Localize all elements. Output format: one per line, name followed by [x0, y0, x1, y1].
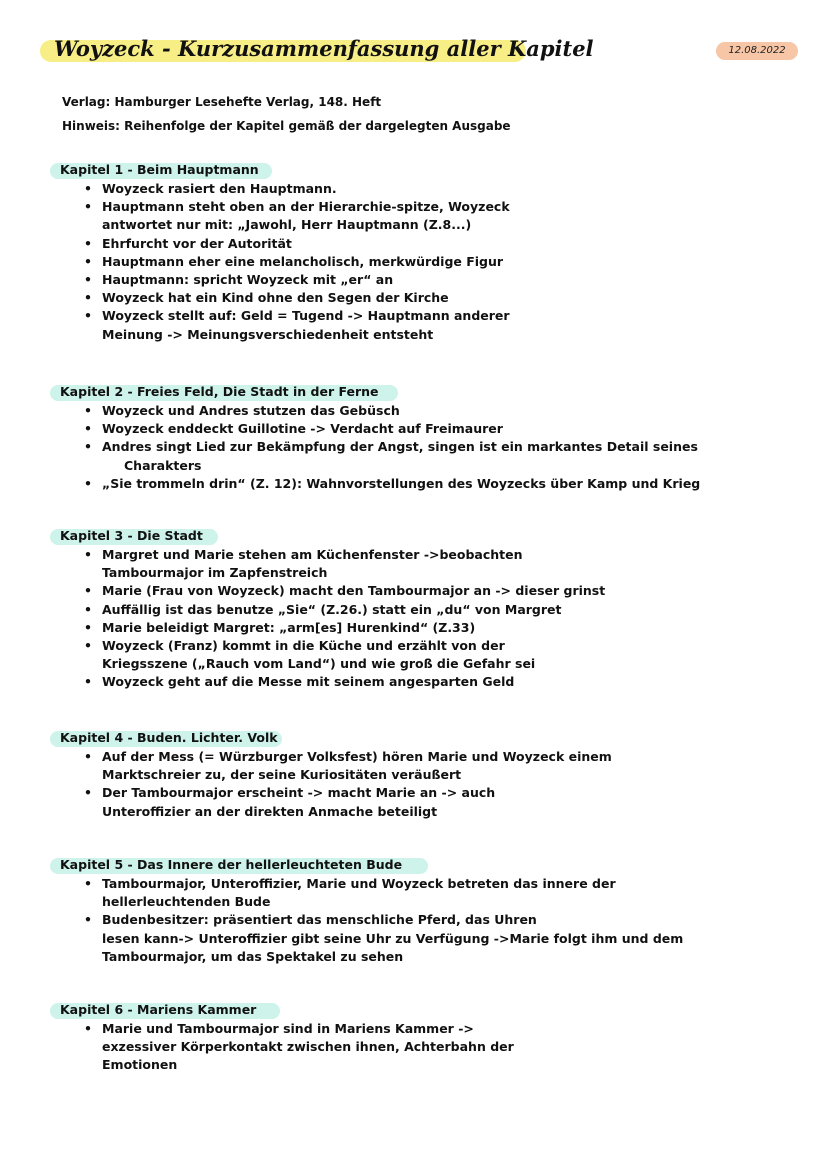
bullet-list: [50, 402, 700, 493]
list-item: [50, 253, 510, 271]
list-item: [50, 911, 683, 966]
list-item: [50, 289, 510, 307]
line: Der Tambourmajor erscheint -> macht Marie an -> auch: [102, 785, 496, 801]
chapter-6: [50, 1000, 514, 1075]
line: Marktschreier zu, der seine Kuriositäten veräußert: [102, 767, 462, 783]
line: lesen kann-> Unteroffizier gibt seine Uhr zu Verfügung ->Marie folgt ihm und dem: [102, 930, 684, 946]
list-item: [50, 198, 510, 234]
list-item: [50, 619, 605, 637]
line: Woyzeck hat ein Kind ohne den Segen der Kirche: [102, 290, 449, 306]
line: Ehrfurcht vor der Autorität: [102, 235, 292, 251]
line: Woyzeck geht auf die Messe mit seinem angesparten Geld: [102, 674, 515, 690]
chapter-title: Kapitel 3 - Die Stadt: [60, 528, 203, 543]
date-badge: 12.08.2022: [716, 42, 798, 60]
list-item: [50, 582, 605, 600]
chapter-heading: [50, 855, 683, 875]
line: Woyzeck enddeckt Guillotine -> Verdacht auf Freimaurer: [102, 421, 503, 437]
line: Woyzeck stellt auf: Geld = Tugend -> Hauptmann anderer: [102, 308, 510, 324]
chapter-heading: [50, 1000, 514, 1020]
list-item: [50, 637, 605, 673]
chapter-heading: [50, 526, 605, 546]
line: Auffällig ist das benutze „Sie“ (Z.26.) statt ein „du“ von Margret: [102, 601, 562, 617]
line: Tambourmajor, Unteroffizier, Marie und Woyzeck betreten das innere der: [102, 876, 616, 891]
list-item: [50, 475, 700, 493]
chapter-5: [50, 855, 683, 966]
list-item: [50, 402, 700, 420]
line: Hauptmann steht oben an der Hierarchie-spitze, Woyzeck: [102, 199, 510, 215]
chapter-heading: [50, 728, 612, 748]
list-item: [50, 180, 510, 198]
line: Marie beleidigt Margret: „arm[es] Hurenkind“ (Z.33): [102, 619, 476, 635]
chapter-title: Kapitel 4 - Buden. Lichter. Volk: [60, 730, 278, 745]
list-item: [50, 271, 510, 289]
line: Kriegsszene („Rauch vom Land“) und wie groß die Gefahr sei: [102, 656, 536, 672]
page-title: Woyzeck - Kurzusammenfassung aller Kapitel: [54, 36, 594, 61]
list-item: [50, 235, 510, 253]
line: Hauptmann: spricht Woyzeck mit „er“ an: [102, 272, 394, 288]
chapter-title: Kapitel 2 - Freies Feld, Die Stadt in der Ferne: [60, 384, 379, 399]
line: Marie und Tambourmajor sind in Mariens Kammer ->: [102, 1021, 474, 1036]
chapter-1: [50, 160, 510, 344]
publisher-line: Verlag: Hamburger Lesehefte Verlag, 148. Heft: [62, 95, 382, 109]
line: Emotionen: [102, 1057, 178, 1073]
list-item: [50, 307, 510, 343]
line: Meinung -> Meinungsverschiedenheit entsteht: [102, 326, 434, 342]
line: Unteroffizier an der direkten Anmache beteiligt: [102, 803, 438, 819]
bullet-list: [50, 875, 683, 966]
list-item: [50, 420, 700, 438]
list-item: [50, 784, 612, 820]
chapter-4: [50, 728, 612, 821]
chapter-title: Kapitel 5 - Das Innere der hellerleuchteten Bude: [60, 857, 403, 872]
line: Woyzeck (Franz) kommt in die Küche und erzählt von der: [102, 638, 505, 654]
line: Hauptmann eher eine melancholisch, merkwürdige Figur: [102, 253, 504, 269]
list-item: [50, 1020, 514, 1075]
line: Tambourmajor, um das Spektakel zu sehen: [102, 948, 404, 964]
chapter-3: [50, 526, 605, 692]
list-item: [50, 546, 605, 582]
line: antwortet nur mit: „Jawohl, Herr Hauptmann (Z.8...): [102, 217, 472, 233]
list-item: [50, 673, 605, 691]
note-line: Hinweis: Reihenfolge der Kapitel gemäß der dargelegten Ausgabe: [62, 119, 511, 133]
chapter-heading: [50, 382, 700, 402]
line: Woyzeck und Andres stutzen das Gebüsch: [102, 403, 400, 418]
line: „Sie trommeln drin“ (Z. 12): Wahnvorstellungen des Woyzecks über Kamp und Krieg: [102, 475, 701, 491]
title-block: [40, 34, 594, 64]
chapter-2: [50, 382, 700, 493]
line: Woyzeck rasiert den Hauptmann.: [102, 181, 337, 196]
list-item: [50, 875, 683, 911]
line: Budenbesitzer: präsentiert das menschliche Pferd, das Uhren: [102, 912, 537, 928]
line: exzessiver Körperkontakt zwischen ihnen, Achterbahn der: [102, 1039, 514, 1055]
line: Andres singt Lied zur Bekämpfung der Angst, singen ist ein markantes Detail seines: [102, 439, 698, 455]
line: Margret und Marie stehen am Küchenfenster ->beobachten: [102, 547, 523, 562]
line: Tambourmajor im Zapfenstreich: [102, 565, 328, 581]
list-item: [50, 748, 612, 784]
line: Auf der Mess (= Würzburger Volksfest) hören Marie und Woyzeck einem: [102, 749, 612, 764]
line: Marie (Frau von Woyzeck) macht den Tambourmajor an -> dieser grinst: [102, 583, 606, 599]
line: hellerleuchtenden Bude: [102, 894, 271, 910]
chapter-title: Kapitel 6 - Mariens Kammer: [60, 1002, 257, 1017]
chapter-heading: [50, 160, 510, 180]
bullet-list: [50, 180, 510, 344]
meta-info: [62, 90, 511, 138]
list-item: [50, 601, 605, 619]
bullet-list: [50, 1020, 514, 1075]
chapter-title: Kapitel 1 - Beim Hauptmann: [60, 162, 259, 177]
line: Charakters: [124, 457, 202, 473]
bullet-list: [50, 546, 605, 692]
list-item: [50, 438, 700, 474]
bullet-list: [50, 748, 612, 821]
